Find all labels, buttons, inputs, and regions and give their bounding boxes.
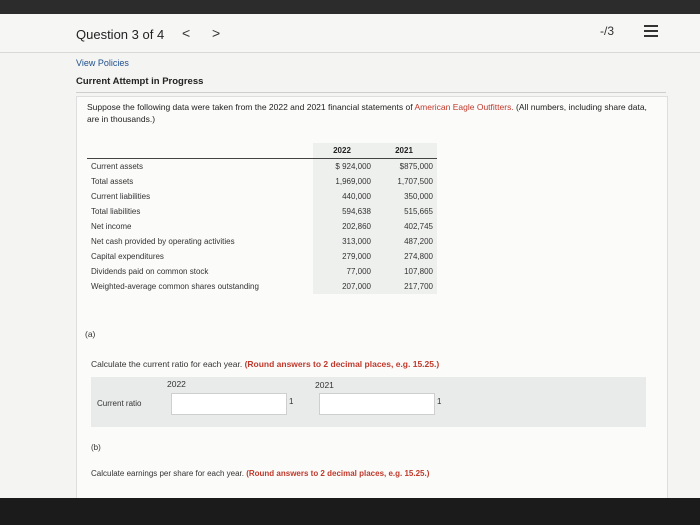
answer-col-2021: 2021 [315,380,334,390]
table-row [87,219,437,234]
value-2022: 313,000 [313,234,375,249]
col-header-2021: 2021 [375,143,437,159]
value-2021: 515,665 [375,204,437,219]
value-2021: 402,745 [375,219,437,234]
part-b-instruction [91,469,429,478]
table-row [87,249,437,264]
value-2022: 1,969,000 [313,174,375,189]
table-row [87,189,437,204]
part-a-label: (a) [85,329,96,339]
previous-question-button[interactable]: < [182,25,191,41]
browser-top-bar [0,0,700,14]
value-2021: 487,200 [375,234,437,249]
current-ratio-answer-area [91,377,646,427]
question-list-icon[interactable] [644,25,658,37]
answer-mark-2022: 1 [289,397,294,406]
table-row [87,264,437,279]
row-label: Capital expenditures [91,252,164,261]
value-2022: 279,000 [313,249,375,264]
monitor-bezel [0,498,700,525]
value-2022: 202,860 [313,219,375,234]
current-ratio-2022-input[interactable] [171,393,287,415]
financial-data-table [87,143,437,294]
row-label: Current assets [91,162,144,171]
part-b-rounding-note: (Round answers to 2 decimal places, e.g. 15.25.) [246,469,430,478]
question-panel [76,96,668,498]
value-2021: 107,800 [375,264,437,279]
part-a-instruction-text: Calculate the current ratio for each year. [91,359,245,369]
table-header-row [87,143,437,159]
intro-text-after: (All numbers, including share data, are in thousands.) [87,102,647,124]
value-2022: 594,638 [313,204,375,219]
value-2021: 1,707,500 [375,174,437,189]
col-header-2022: 2022 [313,143,375,159]
table-row [87,174,437,189]
question-score: -/3 [600,24,615,38]
row-label: Weighted-average common shares outstanding [91,282,259,291]
question-counter: Question 3 of 4 [76,27,165,42]
view-policies-link[interactable]: View Policies [76,58,129,68]
attempt-status: Current Attempt in Progress [76,76,204,87]
value-2022: $ 924,000 [313,159,375,175]
row-label: Total liabilities [91,207,141,216]
value-2021: $875,000 [375,159,437,175]
part-a-rounding-note: (Round answers to 2 decimal places, e.g. 15.25.) [244,359,440,369]
table-row [87,279,437,294]
row-label: Net cash provided by operating activities [91,237,235,246]
question-header [0,14,700,53]
value-2021: 217,700 [375,279,437,294]
value-2022: 440,000 [313,189,375,204]
value-2022: 207,000 [313,279,375,294]
answer-mark-2021: 1 [437,397,442,406]
company-name: American Eagle Outfitters. [414,102,514,112]
part-a-instruction [91,359,439,369]
value-2022: 77,000 [313,264,375,279]
table-row [87,204,437,219]
value-2021: 350,000 [375,189,437,204]
part-b-label: (b) [91,443,101,452]
row-label: Current liabilities [91,192,151,201]
next-question-button[interactable]: > [212,25,221,41]
intro-text-before: Suppose the following data were taken from the 2022 and 2021 financial statements of [87,102,415,112]
divider [76,92,666,93]
answer-col-2022: 2022 [167,379,186,389]
current-ratio-2021-input[interactable] [319,393,435,415]
question-intro [87,101,647,125]
table-row [87,159,437,175]
row-label: Dividends paid on common stock [91,267,209,276]
part-b-instruction-text: Calculate earnings per share for each year. [91,469,247,478]
row-label: Net income [91,222,132,231]
current-ratio-label: Current ratio [97,399,142,408]
table-row [87,234,437,249]
value-2021: 274,800 [375,249,437,264]
row-label: Total assets [91,177,134,186]
